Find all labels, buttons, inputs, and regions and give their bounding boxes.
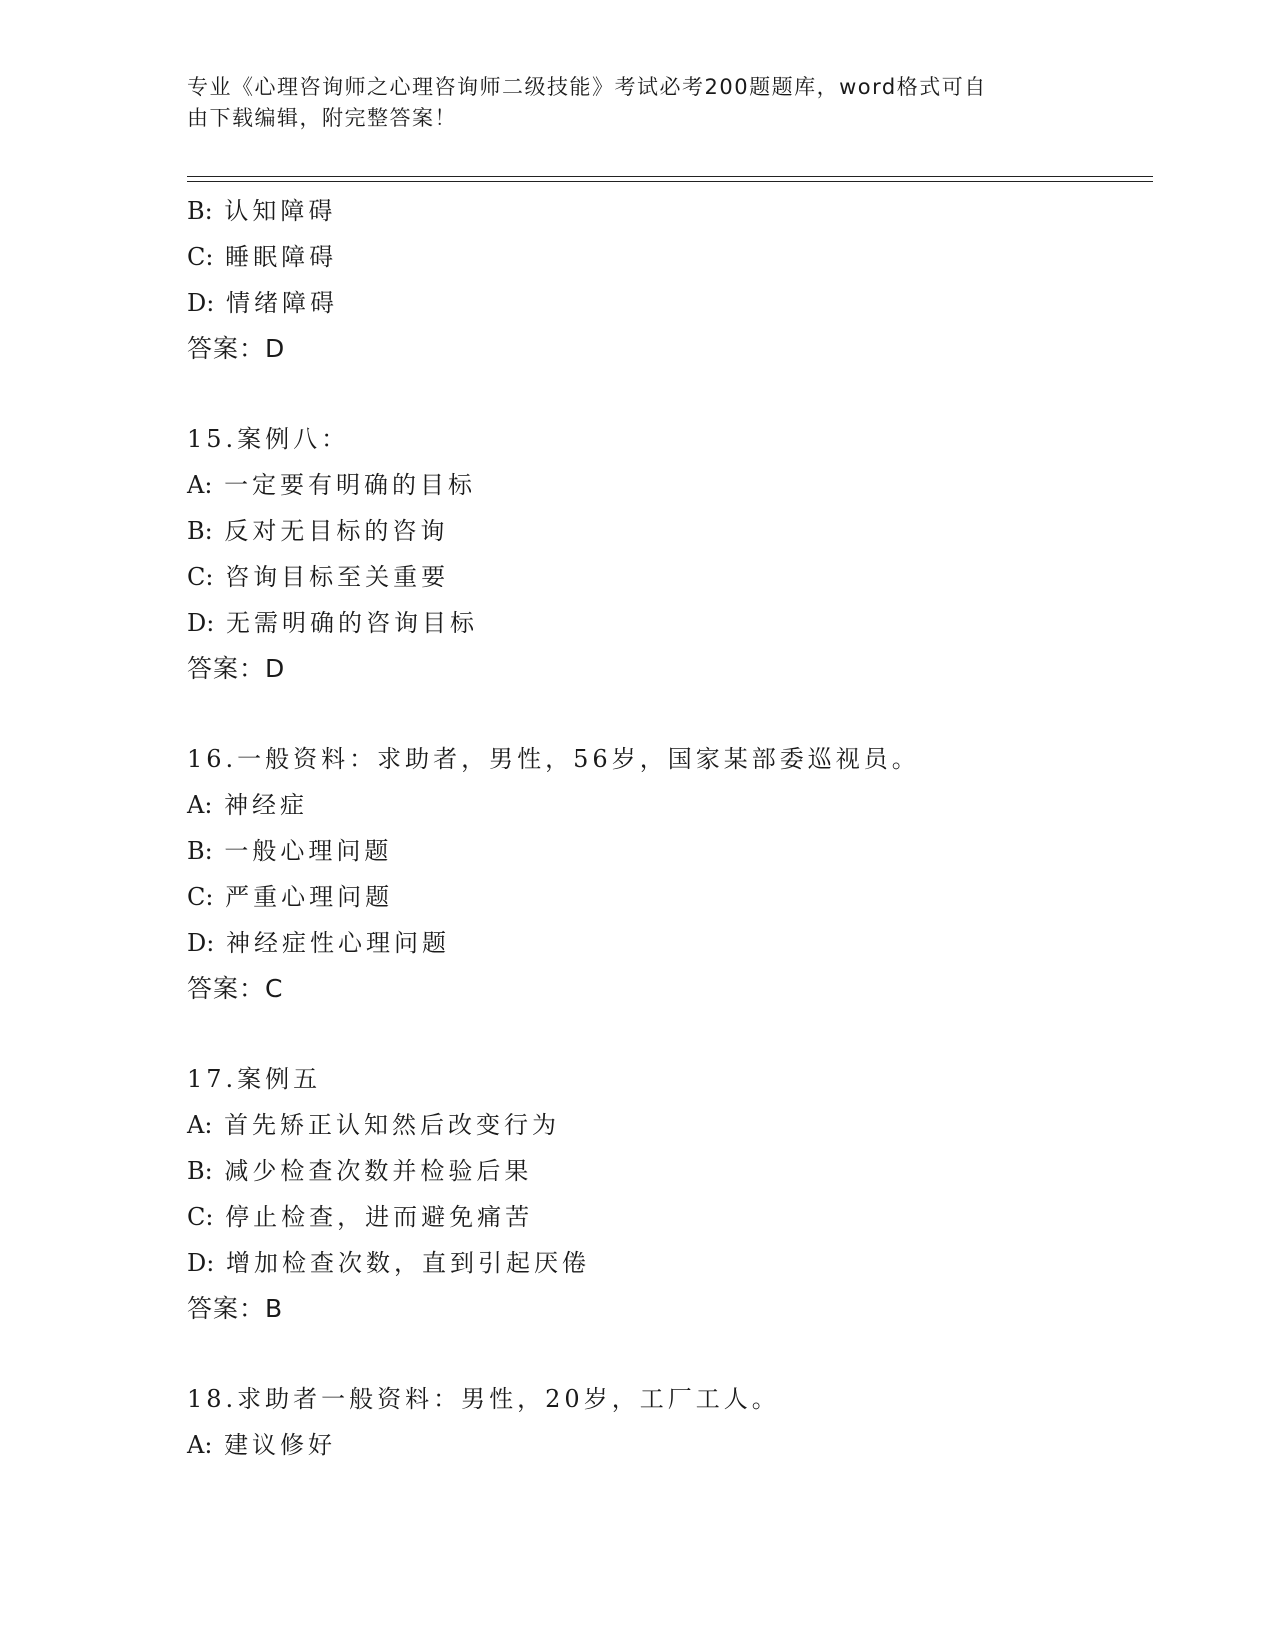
option-text: 神经症性心理问题 <box>225 929 450 957</box>
option-letter: B: <box>187 197 213 225</box>
header-divider-bottom <box>187 181 1153 182</box>
option-c <box>187 554 1137 600</box>
answer-value: D <box>265 334 286 363</box>
option-letter: B: <box>187 837 213 865</box>
option-d <box>187 600 1137 646</box>
option-letter: D: <box>187 609 215 637</box>
option-letter: C: <box>187 1203 214 1231</box>
option-a <box>187 462 1137 508</box>
option-letter: C: <box>187 563 214 591</box>
option-letter: A: <box>187 1111 213 1139</box>
question-stem: 18.求助者一般资料：男性，20岁，工厂工人。 <box>187 1385 780 1413</box>
header-line-2: 由下载编辑，附完整答案！ <box>187 106 457 130</box>
option-text: 反对无目标的咨询 <box>224 517 449 545</box>
option-text: 咨询目标至关重要 <box>225 563 450 591</box>
option-text: 睡眠障碍 <box>225 243 338 271</box>
option-text: 神经症 <box>224 791 309 819</box>
option-text: 停止检查，进而避免痛苦 <box>225 1203 534 1231</box>
option-letter: B: <box>187 1157 213 1185</box>
option-text: 减少检查次数并检验后果 <box>224 1157 533 1185</box>
option-c <box>187 874 1137 920</box>
option-text: 建议修好 <box>224 1431 337 1459</box>
question-block <box>187 416 1137 692</box>
option-letter: A: <box>187 1431 213 1459</box>
answer-label: 答案： <box>187 1294 266 1323</box>
option-text: 认知障碍 <box>224 197 337 225</box>
question-block <box>187 1056 1137 1332</box>
header-line-1: 专业《心理咨询师之心理咨询师二级技能》考试必考200题题库，word格式可自 <box>187 75 987 99</box>
option-text: 一般心理问题 <box>224 837 393 865</box>
option-b <box>187 1148 1137 1194</box>
option-b <box>187 188 1137 234</box>
question-block <box>187 736 1137 1012</box>
option-text: 情绪障碍 <box>225 289 338 317</box>
option-a <box>187 1422 1137 1468</box>
answer-value: D <box>265 654 286 683</box>
option-b <box>187 508 1137 554</box>
option-d <box>187 1240 1137 1286</box>
option-a <box>187 782 1137 828</box>
option-text: 无需明确的咨询目标 <box>225 609 478 637</box>
question-stem: 16.一般资料：求助者，男性，56岁，国家某部委巡视员。 <box>187 745 920 773</box>
option-letter: A: <box>187 471 213 499</box>
option-letter: C: <box>187 243 214 271</box>
answer-label: 答案： <box>187 974 266 1003</box>
question-list <box>187 188 1137 1468</box>
option-text: 增加检查次数，直到引起厌倦 <box>225 1249 590 1277</box>
answer-value: C <box>265 974 284 1003</box>
answer-label: 答案： <box>187 334 266 363</box>
answer-line <box>187 646 1137 692</box>
document-header <box>187 72 1067 134</box>
option-d <box>187 280 1137 326</box>
option-letter: D: <box>187 1249 215 1277</box>
header-divider-top <box>187 176 1153 177</box>
answer-value: B <box>265 1294 284 1323</box>
option-letter: B: <box>187 517 213 545</box>
option-text: 一定要有明确的目标 <box>224 471 477 499</box>
question-stem: 17.案例五 <box>187 1065 322 1093</box>
option-d <box>187 920 1137 966</box>
question-stem: 15.案例八： <box>187 425 350 453</box>
option-c <box>187 234 1137 280</box>
option-letter: C: <box>187 883 214 911</box>
question-block <box>187 1376 1137 1468</box>
answer-line <box>187 1286 1137 1332</box>
option-b <box>187 828 1137 874</box>
option-text: 首先矫正认知然后改变行为 <box>224 1111 561 1139</box>
answer-label: 答案： <box>187 654 266 683</box>
option-letter: A: <box>187 791 213 819</box>
option-letter: D: <box>187 929 215 957</box>
option-letter: D: <box>187 289 215 317</box>
option-c <box>187 1194 1137 1240</box>
answer-line <box>187 966 1137 1012</box>
question-block <box>187 188 1137 372</box>
option-text: 严重心理问题 <box>225 883 394 911</box>
option-a <box>187 1102 1137 1148</box>
answer-line <box>187 326 1137 372</box>
